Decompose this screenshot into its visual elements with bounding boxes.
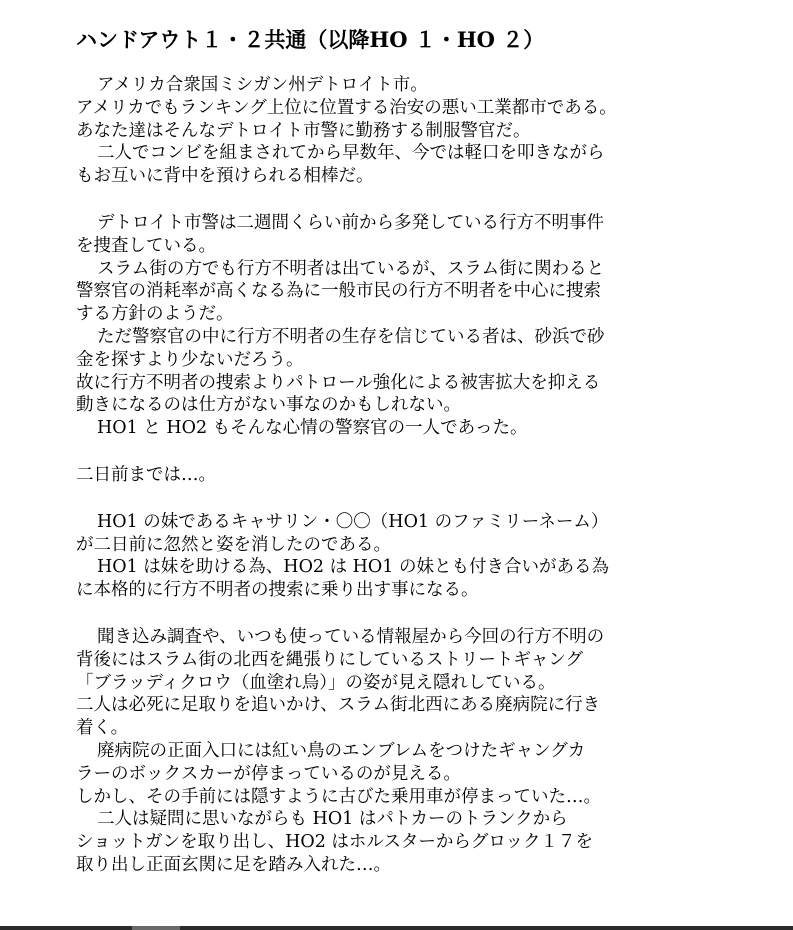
text-line: 警察官の消耗率が高くなる為に一般市民の行方不明者を中心に捜索: [76, 281, 601, 302]
text-line: スラム街の方でも行方不明者は出ているが、スラム街に関わると: [97, 258, 605, 279]
text-line: 「ブラッディクロウ（血塗れ烏）」の姿が見え隠れしている。: [76, 672, 556, 693]
text-line: しかし、その手前には隠すように古びた乗用車が停まっていた…。: [76, 786, 601, 807]
text-line: を捜査している。: [76, 235, 216, 256]
text-line: が二日前に忽然と姿を消したのである。: [76, 534, 391, 555]
text-line: 廃病院の正面入口には紅い鳥のエンブレムをつけたギャングカ: [97, 740, 586, 761]
text-line: 金を探すより少ないだろう。: [76, 349, 304, 370]
text-line: あなた達はそんなデトロイト市警に勤務する制服警官だ。: [76, 120, 531, 141]
text-line: HO1 は妹を助ける為、HO2 は HO1 の妹とも付き合いがある為: [97, 557, 609, 578]
horizontal-scrollbar[interactable]: [0, 926, 793, 930]
text-line: デトロイト市警は二週間くらい前から多発している行方不明事件: [97, 212, 604, 233]
text-line: 故に行方不明者の捜索よりパトロール強化による被害拡大を抑える: [76, 372, 601, 393]
paragraph: [76, 212, 736, 440]
text-line: ラーのボックスカーが停まっているのが見える。: [76, 763, 461, 784]
text-line: HO1 と HO2 もそんな心情の警察官の一人であった。: [97, 418, 528, 439]
text-line: 背後にはスラム街の北西を縄張りにしているストリートギャング: [76, 649, 583, 670]
page-title: ハンドアウト１・２共通（以降HO １・HO ２）: [76, 27, 545, 52]
text-line: 二人でコンビを組まされてから早数年、今では軽口を叩きながら: [97, 143, 605, 164]
text-line: 二人は疑問に思いながらも HO1 はパトカーのトランクから: [97, 809, 568, 830]
text-line: 聞き込み調査や、いつも使っている情報屋から今回の行方不明の: [97, 626, 605, 647]
text-line: 動きになるのは仕方がない事なのかもしれない。: [76, 395, 461, 416]
document-page: [76, 24, 736, 901]
text-line: 取り出し正面玄関に足を踏み入れた…。: [76, 854, 391, 875]
paragraph: [76, 74, 736, 188]
paragraph: [76, 464, 736, 487]
text-line: ショットガンを取り出し、HO2 はホルスターからグロック１７を: [76, 832, 594, 853]
scrollbar-thumb[interactable]: [132, 926, 180, 930]
paragraph: [76, 626, 736, 877]
text-line: HO1 の妹であるキャサリン・〇〇（HO1 のファミリーネーム）: [97, 511, 609, 532]
text-line: 二日前までは…。: [76, 464, 216, 485]
text-line: する方針のようだ。: [76, 304, 234, 325]
text-line: に本格的に行方不明者の捜索に乗り出す事になる。: [76, 580, 479, 601]
text-line: もお互いに背中を預けられる相棒だ。: [76, 166, 374, 187]
text-line: 着く。: [76, 718, 129, 739]
paragraph: [76, 511, 736, 602]
text-line: 二人は必死に足取りを追いかけ、スラム街北西にある廃病院に行き: [76, 695, 601, 716]
text-line: アメリカ合衆国ミシガン州デトロイト市。: [97, 75, 428, 95]
text-line: ただ警察官の中に行方不明者の生存を信じている者は、砂浜で砂: [97, 326, 605, 347]
document-body: [76, 74, 736, 877]
text-line: アメリカでもランキング上位に位置する治安の悪い工業都市である。: [76, 97, 617, 118]
